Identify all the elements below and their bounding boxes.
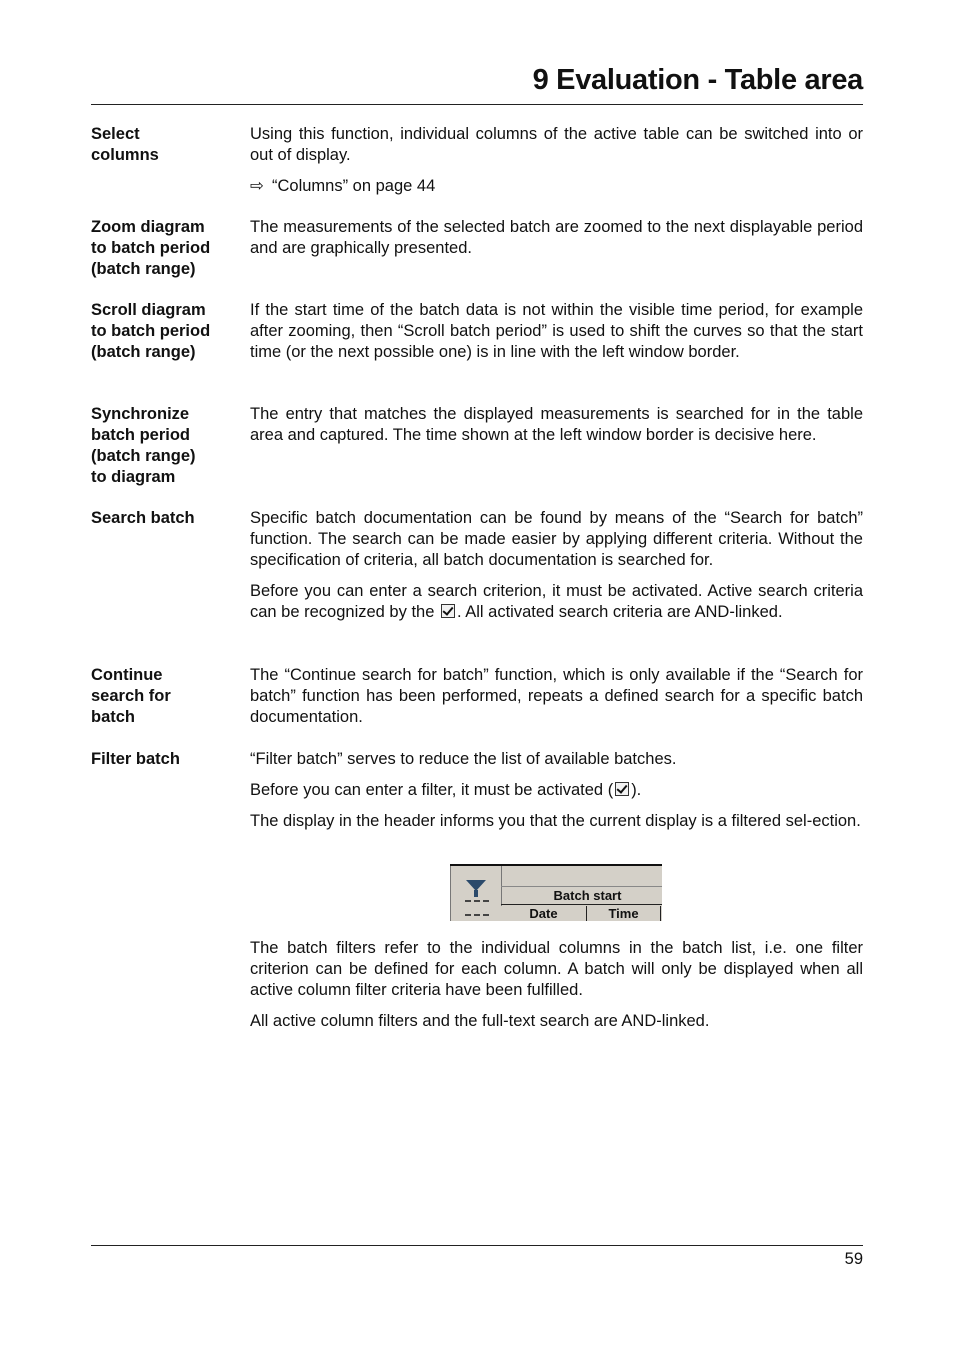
entry-description [250, 404, 863, 456]
paragraph: Before you can enter a search criterion, it must be activated. Active search criteria can be recognized by the . All activated search criteria are AND-linked. [250, 582, 863, 621]
entry-description [250, 665, 863, 738]
entry-term: Continue search for batch [91, 666, 171, 726]
batch-start-header: Batch start [501, 887, 662, 905]
paragraph: All active column filters and the full-text search are AND-linked. [250, 1012, 710, 1030]
footer-rule [91, 1245, 863, 1246]
entry-term: Scroll diagram to batch period (batch range) [91, 301, 211, 361]
paragraph: “Filter batch” serves to reduce the list of available batches. [250, 750, 677, 768]
cross-reference[interactable]: ⇨ “Columns” on page 44 [250, 177, 436, 195]
entry-description [250, 749, 863, 842]
entry-description [250, 300, 863, 373]
paragraph: Specific batch documentation can be found by means of the “Search for batch” function. The search can be made easier by applying different criteria. Without the specification of criteria, all batch documentation is searched for. [250, 509, 863, 569]
entry-term: Synchronize batch period (batch range) to diagram [91, 405, 196, 486]
checkbox-checked-icon [441, 604, 455, 618]
entry-term: Filter batch [91, 750, 180, 768]
checkbox-checked-icon [615, 782, 629, 796]
filter-funnel-icon [450, 866, 502, 921]
header-rule [91, 104, 863, 105]
entry-description [250, 508, 863, 633]
entry-term: Zoom diagram to batch period (batch range) [91, 218, 211, 278]
entry-description [250, 124, 863, 207]
entry-term: Search batch [91, 509, 195, 527]
paragraph: The display in the header informs you that the current display is a filtered sel-ection. [250, 812, 861, 830]
paragraph: If the start time of the batch data is not within the visible time period, for example after zooming, then “Scroll batch period” is used to shift the curves so that the start time (or the next possible one) is in line with the left window border. [250, 301, 863, 361]
date-column-header: Date [501, 906, 587, 921]
page-number: 59 [844, 1250, 863, 1268]
paragraph: The measurements of the selected batch are zoomed to the next displayable period and are graphically presented. [250, 218, 863, 257]
paragraph: Before you can enter a filter, it must be activated ( ). [250, 781, 642, 799]
time-column-header: Time [587, 906, 661, 921]
paragraph: Using this function, individual columns of the active table can be switched into or out of display. [250, 125, 863, 164]
arrow-right-icon: ⇨ [250, 177, 264, 195]
header-blank-row [501, 866, 662, 887]
entry-term: Select columns [91, 125, 159, 164]
paragraph: The “Continue search for batch” function, which is only available if the “Search for batch” function has been performed, repeats a defined search for a specific batch documentation. [250, 666, 863, 726]
batch-table-header-image [450, 864, 662, 921]
entry-description [250, 938, 863, 1042]
paragraph: The batch filters refer to the individual columns in the batch list, i.e. one filter criterion can be defined for each column. A batch will only be displayed when all active column filter criteria have been fulfilled. [250, 939, 863, 999]
entry-description [250, 217, 863, 269]
page-title: 9 Evaluation - Table area [532, 64, 863, 96]
paragraph: The entry that matches the displayed measurements is searched for in the table area and captured. The time shown at the left window border is decisive here. [250, 405, 863, 444]
